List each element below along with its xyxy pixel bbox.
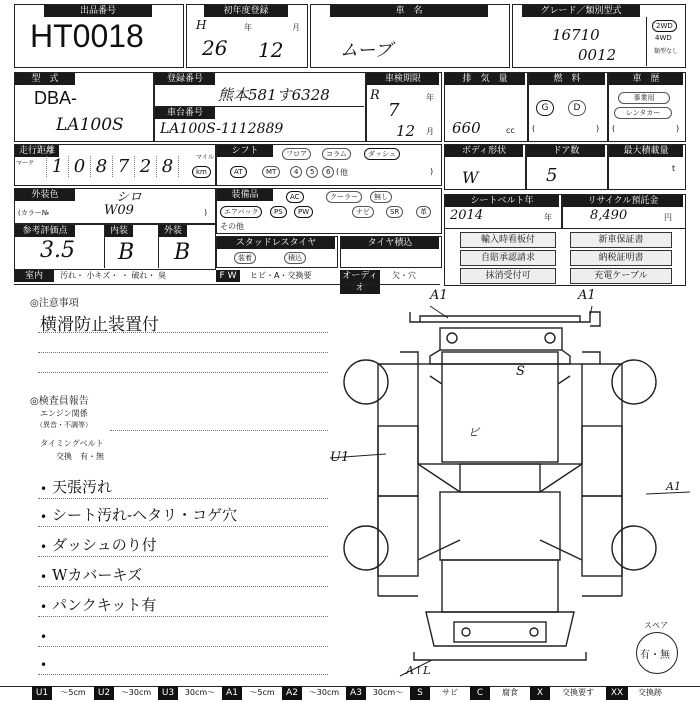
legend-value: サビ: [442, 688, 458, 697]
shift-label: シフト: [217, 145, 273, 157]
legend-value: ～5cm: [249, 688, 275, 697]
report-item: シート汚れ-ヘタリ・コゲ穴: [52, 506, 238, 524]
history-rental: レンタカー: [614, 107, 672, 119]
legend-key: XX: [606, 686, 628, 700]
bullet: •: [40, 600, 48, 614]
history-paren-right: ): [676, 124, 680, 133]
report-rule: [38, 646, 328, 647]
legend-value: 交換跡: [638, 688, 662, 697]
caution-text: 横滑防止装置付: [40, 315, 159, 335]
report-rule: [38, 498, 328, 499]
caution-label: ◎注意事項: [30, 298, 79, 309]
fuel-label: 燃 料: [529, 73, 605, 85]
mileage-digit: 8: [156, 156, 179, 177]
doc-import-sign: 輸入時看板付: [460, 232, 556, 248]
first-reg-label: 初年度登録: [204, 5, 288, 17]
type-value: 0012: [578, 46, 617, 64]
shift-5: 5: [306, 166, 318, 178]
doc-liability: 自賠承認請求: [460, 250, 556, 266]
legend-key: S: [410, 686, 430, 700]
inspect-label: 車検期限: [367, 73, 439, 85]
report-label: ◎検査員報告: [30, 396, 89, 407]
disp-value: 660: [452, 119, 481, 137]
lot-number: HT0018: [30, 18, 144, 54]
shift-floor: フロア: [282, 148, 311, 160]
interior-options: 汚れ・ 小キズ・ ・ 破れ・ 臭: [60, 271, 167, 280]
history-label: 車 歴: [609, 73, 683, 85]
diagram-mark-a1-side: A1: [666, 480, 681, 493]
doc-tax: 納税証明書: [570, 250, 672, 266]
legend-key: A3: [346, 686, 366, 700]
stud-label: スタッドレスタイヤ: [217, 237, 335, 249]
reg-value: 熊本581す6328: [218, 86, 330, 104]
body-value: W: [462, 168, 479, 187]
diagram-mark-a1-front-right: A1: [578, 288, 596, 303]
first-reg-month-unit: 月: [292, 23, 300, 32]
legend-key: X: [530, 686, 550, 700]
legend-key: A2: [282, 686, 302, 700]
legend-value: 腐食: [502, 688, 518, 697]
chassis-label: 車台番号: [155, 107, 215, 119]
recycle-unit: 円: [664, 213, 672, 222]
recycle-value: 8,490: [590, 208, 628, 223]
spare-label: スペア: [644, 621, 668, 630]
drive-none: 類型なし: [654, 48, 679, 55]
first-reg-era: H: [196, 18, 207, 32]
report-rule: [38, 526, 328, 527]
disp-unit: cc: [506, 126, 515, 135]
disp-label: 排 気 量: [445, 73, 525, 85]
mileage-digits: [46, 156, 179, 177]
stud-loaded: 積込: [284, 252, 306, 264]
report-rule: [38, 616, 328, 617]
shift-paren-right: ): [430, 167, 434, 176]
bullet: •: [40, 570, 48, 584]
mileage-digit: 7: [112, 156, 134, 177]
row5-underline: [14, 284, 440, 285]
doc-warranty: 新車保証書: [570, 232, 672, 248]
caution-rule: [38, 332, 328, 333]
inspect-year: 7: [388, 100, 400, 121]
engine-label: エンジン関係: [40, 409, 88, 418]
belt-unit: 年: [544, 213, 552, 222]
audio-label: オーディオ: [340, 270, 380, 294]
color-paren-right: ): [204, 208, 208, 217]
fw-label: F W: [216, 270, 240, 282]
body-label: ボディ形状: [445, 145, 523, 157]
report-item: パンクキット有: [52, 596, 157, 614]
reg-label: 登録番号: [155, 73, 215, 85]
tire-label: タイヤ積込: [341, 237, 439, 249]
inner-label: 内装: [105, 225, 133, 237]
legend-value: 交換要す: [562, 688, 594, 697]
audio-options: 欠・穴: [392, 271, 416, 280]
spare-value: 有・無: [640, 650, 670, 661]
diagram-mark-a1-front-left: A1: [430, 288, 448, 303]
color-value: シロ: [116, 190, 143, 205]
door-label: ドア数: [527, 145, 605, 157]
bullet: •: [40, 630, 48, 644]
bullet: •: [40, 540, 48, 554]
belt-value: 2014: [450, 208, 484, 223]
first-reg-year-unit: 年: [244, 23, 252, 32]
shift-paren-left: (: [336, 167, 340, 176]
report-item: 天張汚れ: [52, 478, 113, 496]
shift-dash: ダッシュ: [364, 148, 400, 160]
caution-rule: [38, 372, 328, 373]
color-code-label: (カラー№: [18, 209, 50, 217]
report-rule: [38, 674, 328, 675]
interior-label: 室内: [14, 270, 54, 282]
color-label: 外装色: [15, 189, 75, 201]
report-item: ダッシュのり付: [52, 536, 157, 554]
doc-deregister: 抹消受付可: [460, 268, 556, 284]
doc-charge-cable: 充電ケーブル: [570, 268, 672, 284]
inner-value: B: [118, 240, 135, 265]
shift-6: 6: [322, 166, 334, 178]
bullet: •: [40, 510, 48, 524]
legend-key: U1: [32, 686, 52, 700]
recycle-label: リサイクル預託金: [563, 195, 683, 207]
equip-ps: PS: [270, 206, 287, 218]
report-item: Wカバーキズ: [52, 566, 143, 584]
legend-value: 30cm～: [184, 688, 216, 697]
grade-label: グレード／類別型式: [522, 5, 640, 17]
legend-key: U3: [158, 686, 178, 700]
score-value: 3.5: [40, 238, 75, 263]
drive-2wd: 2WD: [652, 20, 677, 32]
lot-label: 出品番号: [44, 5, 152, 17]
fw-options: ヒビ・A・交換要: [250, 271, 312, 280]
legend-value: ～30cm: [120, 688, 152, 697]
diagram-mark-bi: ビ: [468, 426, 479, 439]
legend-key: C: [470, 686, 490, 700]
mileage-digit: 2: [134, 156, 156, 177]
diagram-mark-s: S: [516, 364, 525, 379]
report-rule: [38, 586, 328, 587]
equip-sr: SR: [386, 206, 403, 218]
mileage-label: 走行距離: [15, 145, 59, 157]
legend-value: ～30cm: [308, 688, 340, 697]
outer-value: B: [174, 240, 191, 265]
chassis-value: LA100S-1112889: [160, 121, 284, 137]
timing-options: 交換 有・無: [56, 452, 104, 461]
legend-value: 30cm～: [372, 688, 404, 697]
inspect-month-unit: 月: [426, 127, 434, 136]
equip-navi: ナビ: [352, 206, 374, 218]
grade-value: 16710: [552, 26, 600, 44]
stud-fitted: 装着: [234, 252, 256, 264]
equip-label: 装備品: [217, 189, 273, 201]
legend-key: U2: [94, 686, 114, 700]
bullet: •: [40, 482, 48, 496]
equip-other: その他: [220, 222, 244, 231]
mileage-unit-mile: マイル: [196, 154, 214, 161]
report-rule: [38, 556, 328, 557]
history-paren-left: (: [612, 124, 616, 133]
mileage-digit: 8: [90, 156, 112, 177]
inspect-month: 12: [396, 122, 416, 140]
equip-ac: AC: [286, 191, 304, 203]
equip-leather: 革: [416, 206, 431, 218]
load-unit: t: [672, 164, 676, 173]
mileage-mark: マーク: [16, 160, 35, 167]
belt-label: シートベルト年: [445, 195, 559, 207]
shift-4: 4: [290, 166, 302, 178]
load-label: 最大積載量: [609, 145, 683, 157]
mileage-digit: 0: [68, 156, 90, 177]
diagram-mark-rear: A↑L: [406, 664, 431, 677]
fuel-paren-left: (: [532, 124, 536, 133]
shift-mt: MT: [262, 166, 280, 178]
first-reg-month: 12: [258, 38, 284, 62]
equip-none: 無し: [370, 191, 392, 203]
timing-label: タイミングベルト: [40, 439, 104, 448]
first-reg-year: 26: [202, 36, 228, 60]
outer-label: 外装: [159, 225, 187, 237]
fuel-paren-right: ): [596, 124, 600, 133]
fuel-gas: G: [536, 100, 554, 116]
kata-value-1: DBA-: [34, 88, 78, 108]
equip-airbag: エアバック: [220, 206, 262, 218]
shift-column: コラム: [322, 148, 351, 160]
model-name: ムーブ: [340, 40, 393, 61]
equip-cooler: クーラー: [326, 191, 362, 203]
equip-pw: PW: [294, 206, 313, 218]
kata-value-2: LA100S: [56, 115, 124, 135]
engine-sub: （異音・不調等）: [36, 421, 92, 429]
model-label: 車 名: [330, 5, 488, 17]
legend-value: ～5cm: [60, 688, 86, 697]
door-value: 5: [546, 165, 558, 186]
report-rule: [110, 430, 328, 431]
inspect-era: R: [370, 88, 380, 103]
caution-rule: [38, 352, 328, 353]
drive-4wd: 4WD: [655, 34, 672, 42]
bullet: •: [40, 658, 48, 672]
color-code: W09: [104, 203, 134, 218]
score-label: 参考評価点: [15, 225, 75, 237]
fuel-diesel: D: [568, 100, 586, 116]
shift-at: AT: [230, 166, 247, 178]
history-business: 事業用: [618, 92, 670, 104]
kata-label: 型 式: [15, 73, 75, 85]
mileage-unit: km: [192, 166, 211, 178]
legend-key: A1: [222, 686, 242, 700]
diagram-mark-u1: U1: [330, 450, 350, 465]
inspect-year-unit: 年: [426, 93, 434, 102]
mileage-digit: 1: [46, 156, 68, 177]
shift-other: 他: [340, 168, 348, 177]
